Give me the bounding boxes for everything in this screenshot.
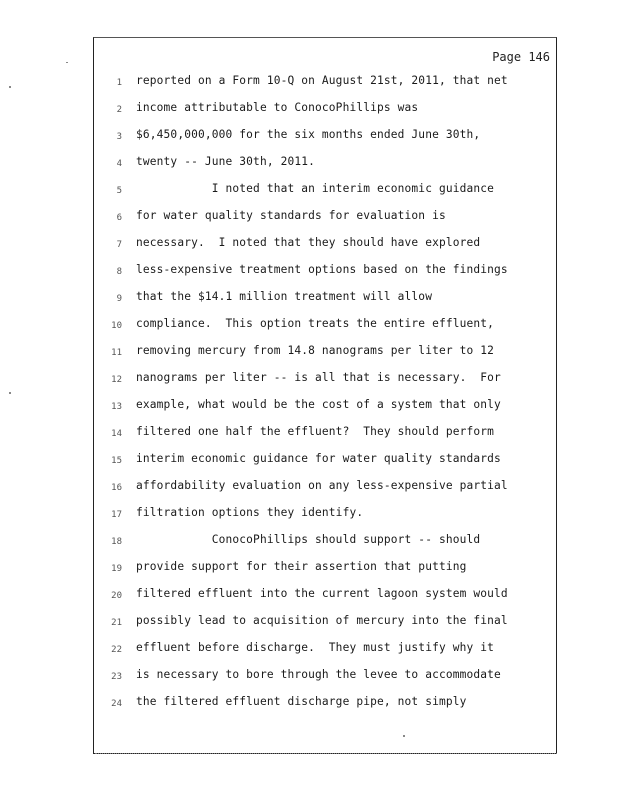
line-number: 11	[111, 348, 122, 358]
line-text: twenty -- June 30th, 2011.	[136, 155, 316, 168]
line-number: 12	[111, 375, 122, 385]
line-number: 17	[111, 510, 122, 520]
line-text: I noted that an interim economic guidance	[136, 182, 495, 195]
line-text: filtered effluent into the current lagoon system would	[136, 587, 508, 600]
line-number: 13	[111, 402, 122, 412]
line-text: affordability evaluation on any less-expensive partial	[136, 479, 508, 492]
line-number: 24	[111, 699, 122, 709]
line-text: that the $14.1 million treatment will allow	[136, 290, 433, 303]
line-text: interim economic guidance for water quality standards	[136, 452, 501, 465]
line-text: the filtered effluent discharge pipe, not simply	[136, 695, 467, 708]
line-number: 9	[116, 294, 122, 304]
line-text: for water quality standards for evaluation is	[136, 209, 446, 222]
line-number: 2	[116, 105, 122, 115]
line-number: 10	[111, 321, 122, 331]
line-text: effluent before discharge. They must justify why it	[136, 641, 495, 654]
line-number: 18	[111, 537, 122, 547]
line-text: income attributable to ConocoPhillips was	[136, 101, 419, 114]
line-number: 14	[111, 429, 122, 439]
line-text: is necessary to bore through the levee to accommodate	[136, 668, 501, 681]
scan-speck	[66, 62, 68, 63]
line-text: provide support for their assertion that putting	[136, 560, 467, 573]
line-text: less-expensive treatment options based on the findings	[136, 263, 508, 276]
line-text: $6,450,000,000 for the six months ended June 30th,	[136, 128, 481, 141]
line-number: 7	[116, 240, 122, 250]
scan-speck	[403, 735, 405, 737]
line-text: example, what would be the cost of a system that only	[136, 398, 501, 411]
line-text: possibly lead to acquisition of mercury into the final	[136, 614, 508, 627]
line-text: ConocoPhillips should support -- should	[136, 533, 481, 546]
line-text: nanograms per liter -- is all that is necessary. For	[136, 371, 501, 384]
line-number: 20	[111, 591, 122, 601]
line-number: 6	[116, 213, 122, 223]
line-text: necessary. I noted that they should have explored	[136, 236, 481, 249]
line-number: 19	[111, 564, 122, 574]
scan-speck	[9, 392, 11, 394]
line-number: 4	[116, 159, 122, 169]
line-text: filtered one half the effluent? They should perform	[136, 425, 495, 438]
line-text: compliance. This option treats the entire effluent,	[136, 317, 495, 330]
line-number: 15	[111, 456, 122, 466]
line-text: filtration options they identify.	[136, 506, 364, 519]
line-text: reported on a Form 10-Q on August 21st, 2011, that net	[136, 74, 508, 87]
line-number: 22	[111, 645, 122, 655]
scan-speck	[9, 86, 11, 88]
line-text: removing mercury from 14.8 nanograms per liter to 12	[136, 344, 495, 357]
line-number: 5	[116, 186, 122, 196]
line-number: 8	[116, 267, 122, 277]
footer-scan-line	[95, 753, 557, 756]
line-number: 23	[111, 672, 122, 682]
line-number: 1	[116, 78, 122, 88]
line-number: 16	[111, 483, 122, 493]
line-number: 21	[111, 618, 122, 628]
line-number: 3	[116, 132, 122, 142]
page-number: Page 146	[492, 50, 550, 64]
